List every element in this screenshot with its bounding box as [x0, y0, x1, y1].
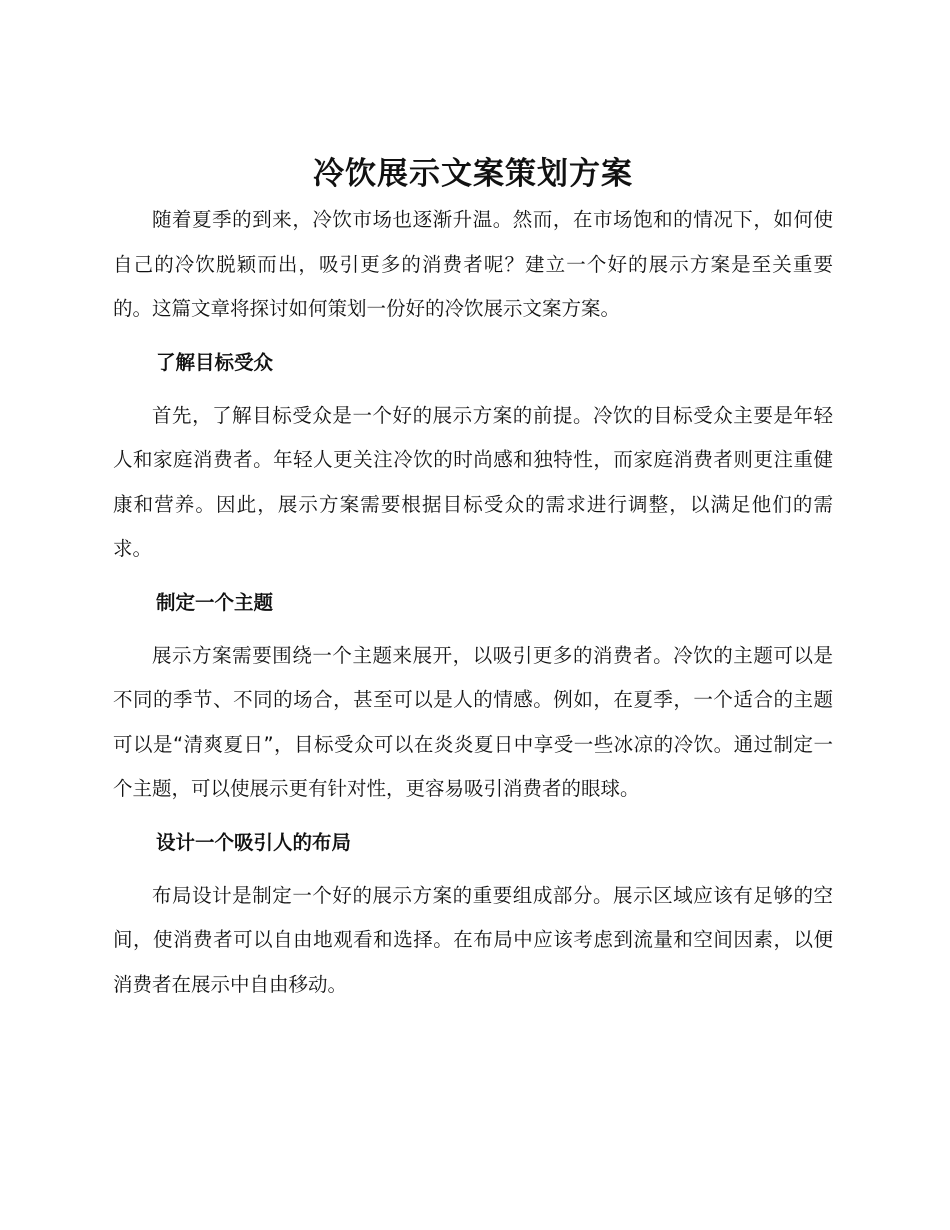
intro-paragraph: 随着夏季的到来，冷饮市场也逐渐升温。然而，在市场饱和的情况下，如何使自己的冷饮脱颖而出，吸引更多的消费者呢？建立一个好的展示方案是至关重要的。这篇文章将探讨如何策划一份好的冷饮展示文案方案。 [113, 208, 833, 320]
section-paragraph: 布局设计是制定一个好的展示方案的重要组成部分。展示区域应该有足够的空间，使消费者可以自由地观看和选择。在布局中应该考虑到流量和空间因素，以便消费者在展示中自由移动。 [113, 883, 833, 996]
section-paragraph: 首先，了解目标受众是一个好的展示方案的前提。冷饮的目标受众主要是年轻人和家庭消费者。年轻人更关注冷饮的时尚感和独特性，而家庭消费者则更注重健康和营养。因此，展示方案需要根据目标受众的需求进行调整，以满足他们的需求。 [113, 403, 833, 560]
section-theme [113, 584, 833, 812]
section-heading: 设计一个吸引人的布局 [156, 830, 352, 854]
section-layout-design [113, 824, 833, 1008]
section-paragraph: 展示方案需要围绕一个主题来展开，以吸引更多的消费者。冷饮的主题可以是不同的季节、不同的场合，甚至可以是人的情感。例如，在夏季，一个适合的主题可以是“清爽夏日”，目标受众可以在炎炎夏日中享受一些冰凉的冷饮。通过制定一个主题，可以使展示更有针对性，更容易吸引消费者的眼球。 [113, 643, 833, 800]
section-heading: 了解目标受众 [156, 350, 274, 374]
section-target-audience [113, 344, 833, 572]
document-content [113, 150, 833, 1007]
document-title: 冷饮展示文案策划方案 [313, 156, 633, 192]
section-heading: 制定一个主题 [156, 590, 274, 614]
